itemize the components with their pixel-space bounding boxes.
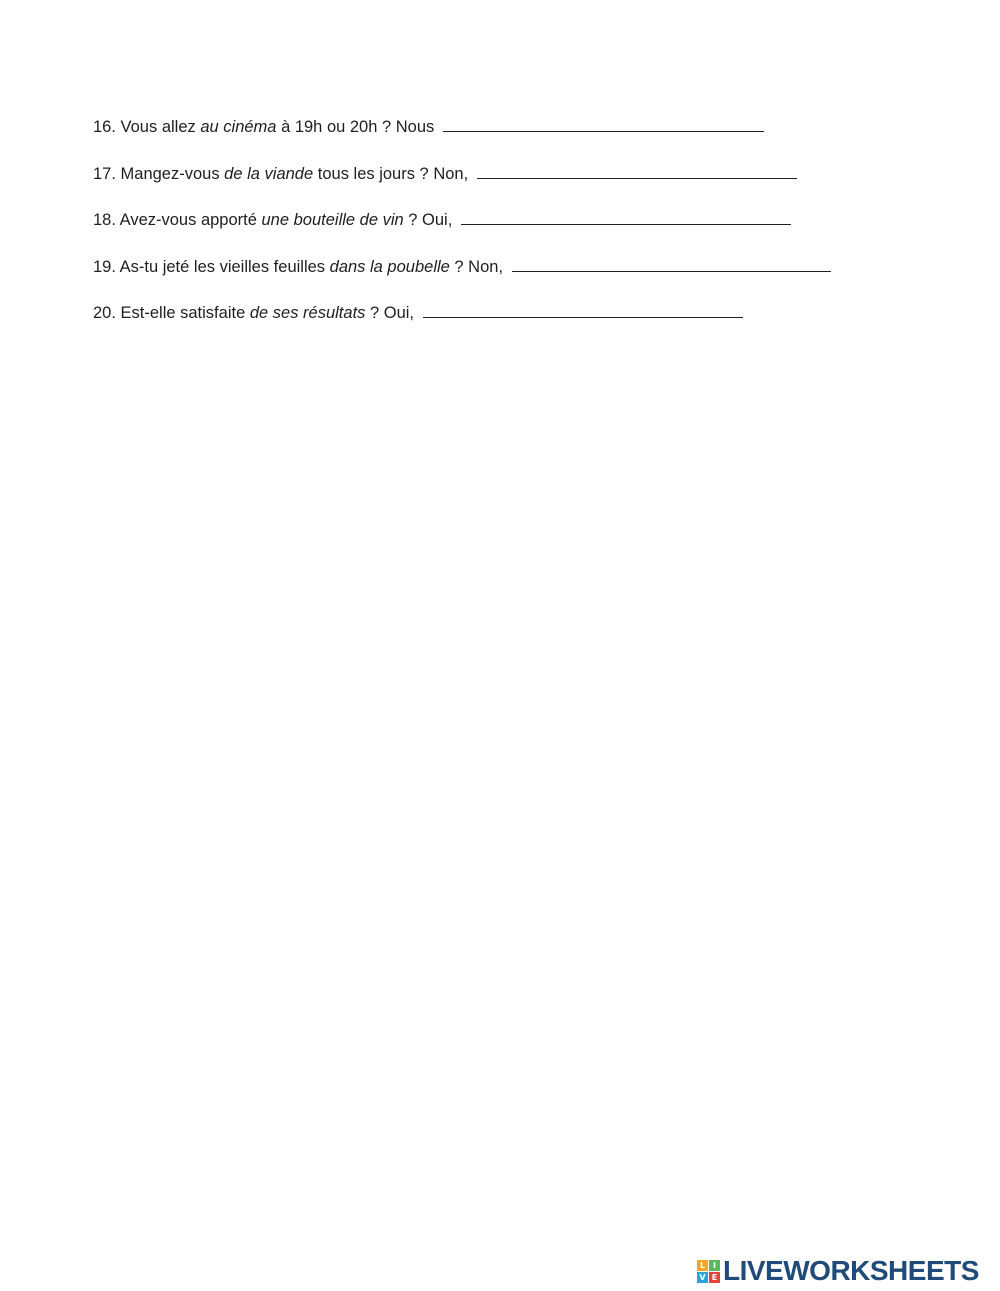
answer-blank[interactable]	[512, 257, 831, 272]
answer-blank[interactable]	[443, 117, 764, 132]
answer-blank[interactable]	[423, 303, 743, 318]
question-number: 20.	[93, 304, 116, 322]
logo-letter: E	[709, 1272, 720, 1283]
question-16	[93, 116, 831, 138]
logo-letter: V	[697, 1272, 708, 1283]
question-text-italic: dans la poubelle	[329, 257, 450, 276]
logo-letter: L	[697, 1260, 708, 1271]
question-text-before: As-tu jeté les vieilles feuilles	[119, 257, 330, 276]
question-text-before: Est-elle satisfaite	[120, 304, 250, 322]
question-text-before: Vous allez	[120, 118, 201, 136]
question-text-after: tous les jours ? Non,	[313, 164, 469, 183]
question-text-italic: au cinéma	[200, 118, 277, 136]
question-text-before: Avez-vous apporté	[119, 211, 262, 229]
answer-blank[interactable]	[461, 210, 791, 225]
question-19	[93, 256, 831, 278]
answer-blank[interactable]	[477, 164, 797, 179]
question-text-after: à 19h ou 20h ? Nous	[276, 118, 435, 136]
question-text-italic: de la viande	[224, 164, 314, 183]
question-20	[93, 302, 831, 324]
logo-letter: I	[709, 1260, 720, 1271]
brand-name: LIVEWORKSHEETS	[723, 1255, 979, 1286]
question-text-before: Mangez-vous	[120, 164, 225, 183]
question-number: 18.	[93, 211, 116, 229]
question-number: 16.	[93, 118, 116, 136]
question-text-italic: une bouteille de vin	[261, 211, 404, 229]
logo-mark-icon	[697, 1260, 720, 1283]
question-number: 17.	[93, 164, 116, 183]
question-text-italic: de ses résultats	[249, 304, 366, 322]
question-text-after: ? Non,	[449, 257, 504, 276]
liveworksheets-logo	[697, 1256, 979, 1286]
question-text-after: ? Oui,	[403, 211, 453, 229]
question-list	[93, 116, 831, 349]
question-18	[93, 209, 831, 231]
question-text-after: ? Oui,	[365, 304, 415, 322]
question-number: 19.	[93, 257, 116, 276]
question-17	[93, 163, 831, 185]
